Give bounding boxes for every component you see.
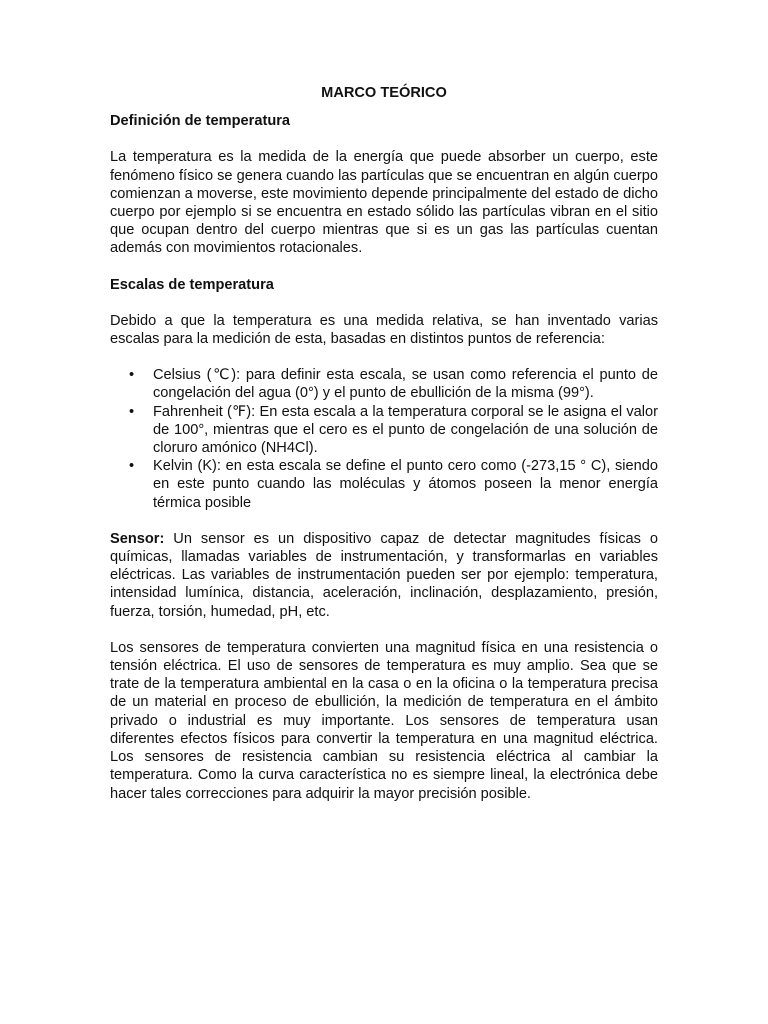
bullet-icon: •: [129, 367, 135, 384]
bullet-icon: •: [129, 403, 135, 420]
scales-list: [110, 366, 658, 512]
paragraph-sensor: [110, 530, 658, 621]
list-item-text: Fahrenheit (℉): En esta escala a la temperatura corporal se le asigna el valor de 100°, mientras que el cero es el punto de congelación de una solución de cloruro amónico (NH4Cl).: [153, 403, 658, 457]
paragraph-sensores-temperatura: Los sensores de temperatura convierten una magnitud física en una resistencia o tensión eléctrica. El uso de sensores de temperatura es muy amplio. Sea que se trate de la temperatura ambiental en la casa o en la oficina o la temperatura precisa de un material en proceso de ebullición, la medición de temperatura en el ámbito privado o industrial es muy importante. Los sensores de temperatura usan diferentes efectos físicos para convertir la temperatura en una magnitud eléctrica. Los sensores de resistencia cambian su resistencia eléctrica al cambiar la temperatura. Como la curva característica no es siempre lineal, la electrónica debe hacer tales correcciones para adquirir la mayor precisión posible.: [110, 639, 658, 802]
section-heading-definicion: Definición de temperatura: [110, 113, 291, 130]
document-page: [110, 84, 658, 821]
sensor-text: Un sensor es un dispositivo capaz de detectar magnitudes físicas o químicas, llamadas variables de instrumentación, y transformarlas en variables eléctricas. Las variables de instrumentación pueden ser por ejemplo: temperatura, intensidad lumínica, distancia, aceleración, inclinación, desplazamiento, presión, fuerza, torsión, humedad, pH, etc.: [110, 530, 658, 620]
section-heading-escalas: Escalas de temperatura: [110, 276, 274, 293]
bullet-icon: •: [129, 458, 135, 475]
document-title: MARCO TEÓRICO: [321, 85, 447, 101]
list-item-text: Celsius (℃): para definir esta escala, se usan como referencia el punto de congelación del agua (0°) y el punto de ebullición de la misma (99°).: [153, 367, 658, 402]
list-item: [129, 403, 658, 458]
sensor-label: Sensor:: [110, 530, 165, 547]
list-item: [129, 457, 658, 512]
list-item: [129, 366, 658, 402]
paragraph-escalas-intro: Debido a que la temperatura es una medida relativa, se han inventado varias escalas para la medición de esta, basadas en distintos puntos de referencia:: [110, 312, 658, 348]
paragraph-definicion: La temperatura es la medida de la energía que puede absorber un cuerpo, este fenómeno físico se genera cuando las partículas que se encuentran en algún cuerpo comienzan a moverse, este movimiento depende principalmente del estado de dicho cuerpo por ejemplo si se encuentra en estado sólido las partículas vibran en el sitio que ocupan dentro del cuerpo mientras que si es un gas las partículas cuentan además con movimientos rotacionales.: [110, 149, 658, 257]
list-item-text: Kelvin (K): en esta escala se define el punto cero como (-273,15 ° C), siendo en este punto cuando las moléculas y átomos poseen la menor energía térmica posible: [153, 458, 658, 511]
